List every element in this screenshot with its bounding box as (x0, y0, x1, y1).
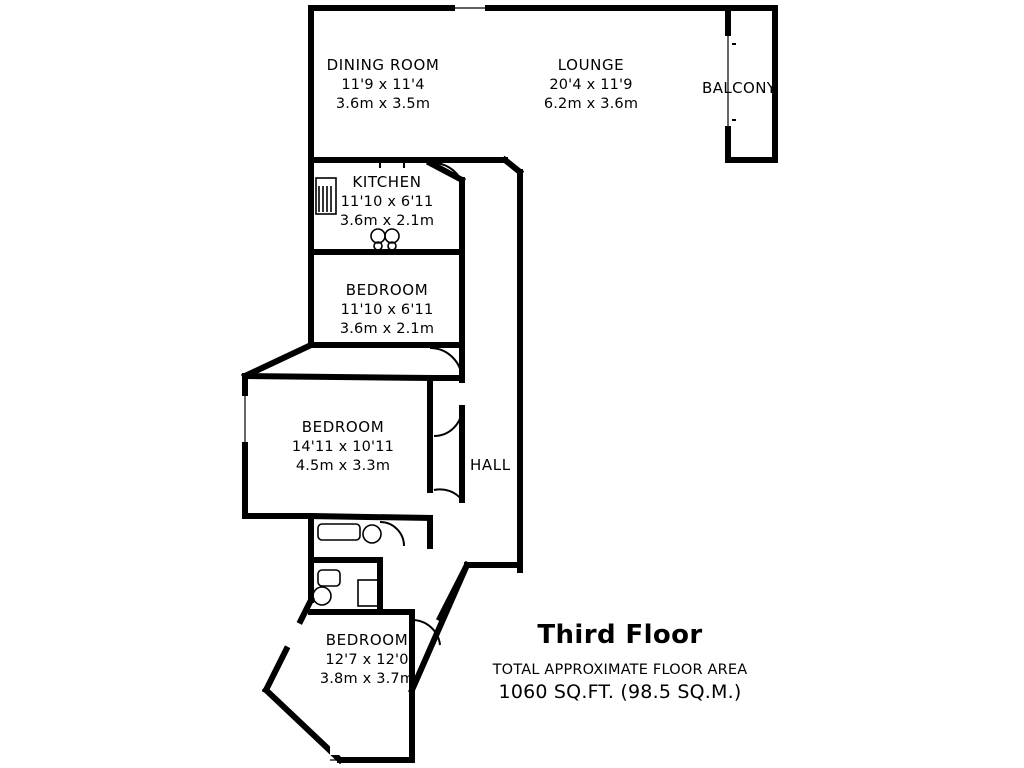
title-block (470, 620, 770, 703)
room-label-hall: HALL (470, 456, 511, 474)
room-name: LOUNGE (557, 56, 625, 74)
wall-diag-hall-bay (440, 565, 467, 618)
room-dim-imperial: 11'10 x 6'11 (340, 193, 434, 210)
toilet-icon (363, 525, 381, 543)
room-name: BEDROOM (301, 418, 385, 436)
shower-icon (358, 580, 378, 606)
room-label-dining-room (318, 56, 448, 114)
room-dim-imperial: 11'9 x 11'4 (341, 76, 425, 93)
room-dim-metric: 3.6m x 3.5m (335, 95, 431, 112)
window-bay-bottom (330, 745, 388, 755)
room-name: BEDROOM (345, 281, 429, 299)
wall-bedroom3-top (245, 376, 430, 378)
room-name: KITCHEN (352, 173, 422, 191)
door-arc-bedroom3 (434, 408, 462, 436)
basin-icon (318, 570, 340, 586)
area-caption: TOTAL APPROXIMATE FLOOR AREA (492, 662, 748, 678)
room-name: DINING ROOM (326, 56, 440, 74)
room-label-balcony: BALCONY (702, 79, 777, 97)
door-arc-hall-bath (434, 489, 462, 500)
kitchen-hob-icon (371, 229, 385, 243)
room-label-kitchen (322, 173, 452, 231)
wall-diag-bedroom3 (245, 345, 311, 376)
room-dim-metric: 3.8m x 3.7m (319, 670, 415, 687)
room-label-bedroom-3 (302, 631, 432, 689)
room-dim-imperial: 14'11 x 10'11 (291, 438, 395, 455)
room-dim-metric: 3.6m x 2.1m (339, 320, 435, 337)
bath-tub-icon (318, 524, 360, 540)
room-dim-metric: 6.2m x 3.6m (543, 95, 639, 112)
room-label-bedroom-2 (322, 281, 452, 339)
room-dim-imperial: 20'4 x 11'9 (549, 76, 633, 93)
floor-title: Third Floor (537, 620, 703, 650)
room-dim-metric: 3.6m x 2.1m (339, 212, 435, 229)
room-dim-metric: 4.5m x 3.3m (295, 457, 391, 474)
wall-bath-top (311, 516, 430, 518)
fixtures (313, 178, 399, 606)
room-name: BEDROOM (325, 631, 409, 649)
area-value: 1060 SQ.FT. (98.5 SQ.M.) (498, 681, 742, 703)
wc-icon (313, 587, 331, 605)
room-label-lounge (526, 56, 656, 114)
room-dim-imperial: 11'10 x 6'11 (340, 301, 434, 318)
room-label-bedroom-1 (278, 418, 408, 476)
wall-bay-bottom-left (266, 690, 340, 760)
kitchen-hob-icon-2 (385, 229, 399, 243)
room-dim-imperial: 12'7 x 12'0 (325, 651, 409, 668)
door-arc-bath (380, 522, 404, 546)
